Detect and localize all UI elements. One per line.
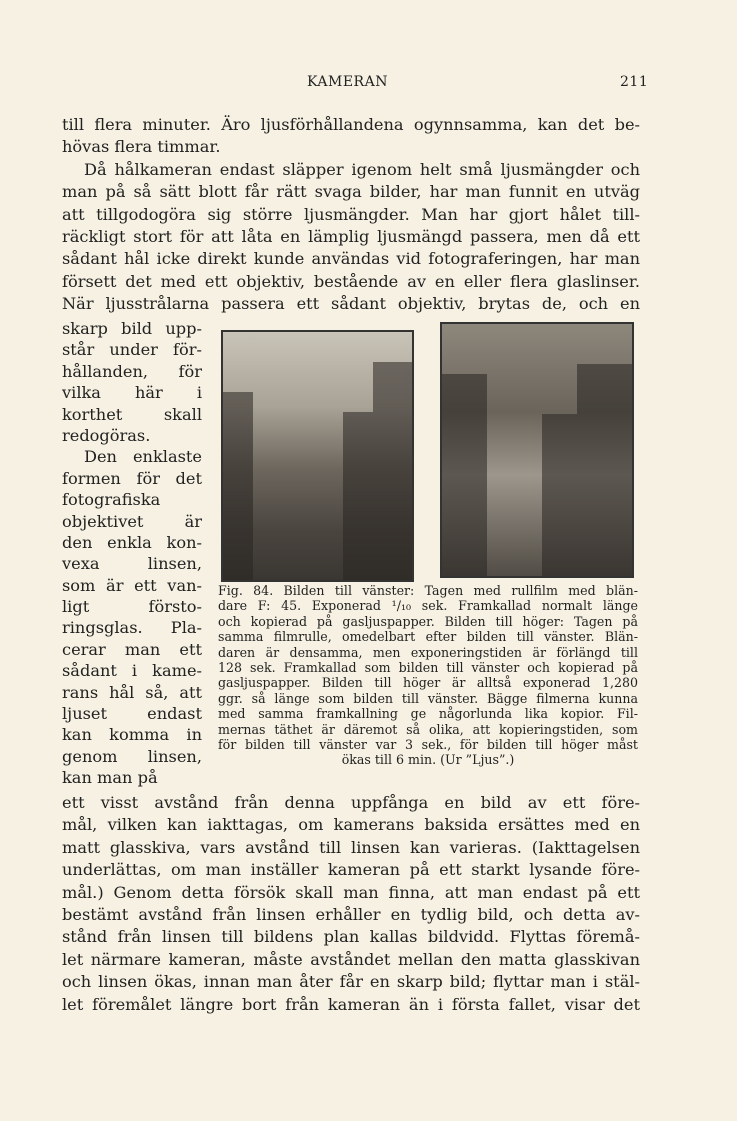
text-line: cerar man ett — [62, 639, 202, 659]
text-line: formen för det — [62, 468, 202, 488]
text-line: let föremålet längre bort från kameran än i första fallet, visar det — [62, 994, 640, 1014]
street-photo-left — [221, 330, 414, 582]
text-line: rans hål så, att — [62, 682, 202, 702]
text-line: står under för- — [62, 340, 202, 360]
text-line: let närmare kameran, måste avståndet mellan den matta glasskivan — [62, 949, 640, 969]
building-shape — [223, 392, 253, 582]
text-line: för bilden till vänster var 3 sek., för bilden till höger måst — [218, 736, 638, 752]
text-line: 128 sek. Framkallad som bilden till vänster och kopierad på — [218, 659, 638, 675]
figure-caption — [218, 583, 638, 768]
text-line: att tillgodogöra sig större ljusmängder. Man har gjort hålet till- — [62, 204, 640, 224]
text-line: kan komma in — [62, 725, 202, 745]
text-line: ligt försto- — [62, 597, 202, 617]
text-line: och linsen ökas, innan man åter får en skarp bild; flyttar man i stäl- — [62, 972, 640, 992]
text-line: och kopierad på gasljuspapper. Bilden till höger: Tagen på — [218, 613, 638, 629]
text-line: ett visst avstånd från denna uppfånga en bild av ett före- — [62, 793, 640, 812]
text-line: hövas flera timmar. — [62, 137, 221, 157]
text-line: Den enklaste — [84, 447, 202, 467]
text-line: daren är densamma, men exponeringstiden är förlängd till — [218, 644, 638, 660]
text-line: Då hålkameran endast släpper igenom helt små ljusmängder och — [84, 159, 640, 179]
page-number: 211 — [620, 74, 649, 90]
text-line: gasljuspapper. Bilden till höger är alltså exponerad 1,280 — [218, 675, 638, 691]
text-line: som är ett van- — [62, 575, 202, 595]
text-line: skarp bild upp- — [62, 319, 202, 338]
text-line: genom linsen, — [62, 746, 202, 766]
street-photo-right — [440, 322, 634, 578]
text-line: mernas täthet är däremot så olika, att kopieringstiden, som — [218, 721, 638, 737]
text-line: underlättas, om man inställer kameran på ett starkt lysande före- — [62, 860, 640, 880]
text-line: bestämt avstånd från linsen erhåller en tydlig bild, och detta av- — [62, 904, 640, 924]
text-line: med samma framkallning ge någorlunda lika kopior. Fil- — [218, 706, 638, 722]
building-shape — [373, 362, 414, 582]
text-line: ringsglas. Pla- — [62, 618, 202, 638]
text-line: När ljusstrålarna passera ett sådant objektiv, brytas de, och en — [62, 294, 640, 314]
text-line: samma filmrulle, omedelbart efter bilden till vänster. Blän- — [218, 629, 638, 645]
text-line: korthet skall — [62, 404, 202, 424]
text-line: fotografiska — [62, 490, 161, 510]
building-shape — [542, 414, 577, 578]
text-line: ljuset endast — [62, 704, 202, 724]
text-line: Fig. 84. Bilden till vänster: Tagen med rullfilm med blän- — [218, 583, 638, 598]
text-line: vexa linsen, — [62, 554, 202, 574]
text-line: vilka här i — [62, 383, 202, 403]
left-column-text — [62, 318, 202, 789]
text-line: mål.) Genom detta försök skall man finna, att man endast på ett — [62, 882, 640, 902]
running-title: KAMERAN — [307, 74, 388, 90]
text-line: sådant i kame- — [62, 661, 202, 681]
text-line: redogöras. — [62, 425, 151, 445]
text-line: hållanden, för — [62, 361, 202, 381]
text-line: stånd från linsen till bildens plan kallas bildvidd. Flyttas föremå- — [62, 927, 640, 947]
text-line: sådant hål icke direkt kunde användas vid fotograferingen, har man — [62, 249, 640, 269]
text-line: man på så sätt blott får rätt svaga bilder, har man funnit en utväg — [62, 182, 640, 202]
building-shape — [577, 364, 634, 578]
text-line: den enkla kon- — [62, 532, 202, 552]
building-shape — [442, 374, 487, 578]
text-line: till flera minuter. Äro ljusförhållandena ogynnsamma, kan det be- — [62, 115, 640, 134]
text-line: försett det med ett objektiv, bestående av en eller flera glaslinser. — [62, 271, 640, 291]
building-shape — [343, 412, 373, 582]
top-paragraphs — [62, 114, 640, 316]
text-line: kan man på — [62, 768, 158, 788]
text-line: objektivet är — [62, 511, 202, 531]
text-line: ggr. så länge som bilden till vänster. Bägge filmerna kunna — [218, 690, 638, 706]
text-line: matt glasskiva, vars avstånd till linsen kan varieras. (Iakttagelsen — [62, 837, 640, 857]
text-line: ökas till 6 min. (Ur ”Ljus”.) — [341, 752, 515, 768]
bottom-paragraph — [62, 792, 640, 1016]
text-line: mål, vilken kan iakttagas, om kamerans baksida ersättes med en — [62, 815, 640, 835]
text-line: dare F: 45. Exponerad ¹/₁₀ sek. Framkallad normalt länge — [218, 598, 638, 614]
text-line: räckligt stort för att låta en lämplig ljusmängd passera, men då ett — [62, 226, 640, 246]
